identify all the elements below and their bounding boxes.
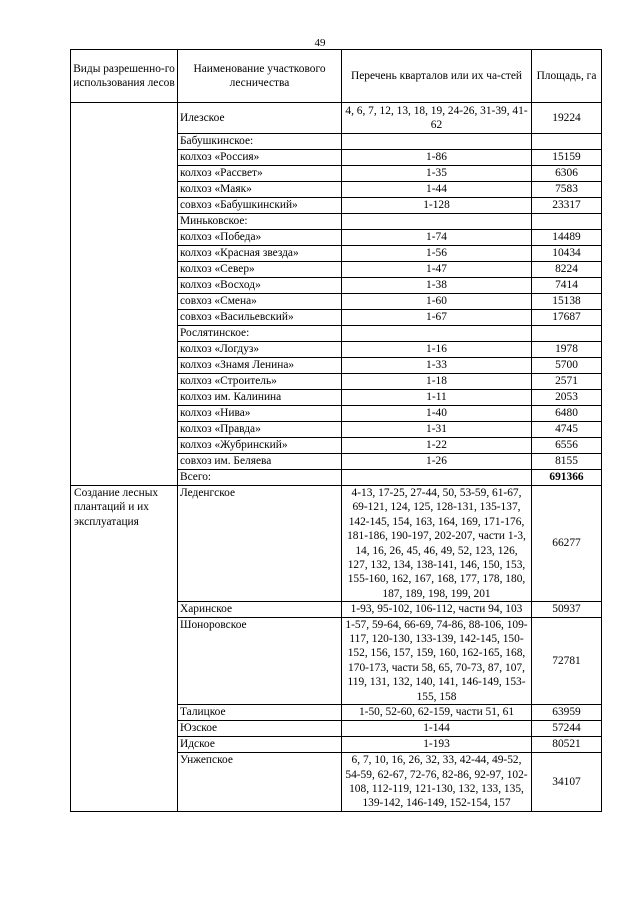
forestry-name: колхоз «Восход» (178, 278, 342, 294)
area-value: 63959 (532, 705, 602, 721)
quarters-list: 1-193 (342, 737, 532, 753)
area-value: 7583 (532, 182, 602, 198)
forestry-name: совхоз им. Беляева (178, 454, 342, 470)
header-area: Площадь, га (532, 50, 602, 103)
forestry-name: колхоз «Строитель» (178, 374, 342, 390)
forestry-name: Харинское (178, 602, 342, 617)
forestry-name: Юзское (178, 721, 342, 737)
quarters-list: 1-57, 59-64, 66-69, 74-86, 88-106, 109-117, 120-130, 133-139, 142-145, 150-152, 156, 157, 159, 160, 162-165, 168, 170-173, части 58, 65, 70-73, 87, 107, 119, 131, 132, 140, 141, 146-149, 153-155, 158 (342, 617, 532, 704)
area-value: 17687 (532, 310, 602, 326)
quarters-list: 6, 7, 10, 16, 26, 32, 33, 42-44, 49-52, 54-59, 62-67, 72-76, 82-86, 92-97, 102-108, 112-119, 121-130, 132, 133, 135, 139-142, 146-149, 152-154, 157 (342, 753, 532, 812)
quarters-list: 1-44 (342, 182, 532, 198)
area-value: 5700 (532, 358, 602, 374)
use-type-cell (71, 103, 178, 486)
area-value: 6480 (532, 406, 602, 422)
quarters-list: 1-67 (342, 310, 532, 326)
area-value: 1978 (532, 342, 602, 358)
forestry-name: колхоз «Рассвет» (178, 166, 342, 182)
forestry-name: колхоз «Север» (178, 262, 342, 278)
quarters-list: 1-40 (342, 406, 532, 422)
header-use-type: Виды разрешенно-го использования лесов (71, 50, 178, 103)
forestry-name: колхоз «Правда» (178, 422, 342, 438)
forestry-name: Леденгское (178, 486, 342, 602)
area-value: 2053 (532, 390, 602, 406)
forestry-name: совхоз «Бабушкинский» (178, 198, 342, 214)
quarters-list: 1-35 (342, 166, 532, 182)
area-value: 15138 (532, 294, 602, 310)
area-value: 8224 (532, 262, 602, 278)
forestry-name: колхоз «Победа» (178, 230, 342, 246)
quarters-list: 1-60 (342, 294, 532, 310)
page-number: 49 (314, 37, 326, 49)
area-value: 6556 (532, 438, 602, 454)
quarters-list: 1-18 (342, 374, 532, 390)
area-value: 80521 (532, 737, 602, 753)
quarters-list: 1-22 (342, 438, 532, 454)
use-type-cell: Создание лесных плантаций и их эксплуатация (71, 486, 178, 812)
area-value: 72781 (532, 617, 602, 704)
forestry-name: колхоз «Россия» (178, 150, 342, 166)
quarters-list: 4-13, 17-25, 27-44, 50, 53-59, 61-67, 69-121, 124, 125, 128-131, 135-137, 142-145, 154, 163, 164, 169, 171-176, 181-186, 190-197, 202-207, части 1-3, 14, 16, 26, 45, 46, 49, 52, 123, 126, 127, 132, 134, 138-141, 146, 150, 153, 155-160, 162, 167, 168, 177, 178, 180, 187, 189, 198, 199, 201 (342, 486, 532, 602)
area-value: 2571 (532, 374, 602, 390)
area-value: 23317 (532, 198, 602, 214)
quarters-list: 1-74 (342, 230, 532, 246)
header-quarters: Перечень кварталов или их ча-стей (342, 50, 532, 103)
subgroup-header: Миньковское: (178, 214, 342, 230)
quarters-list: 4, 6, 7, 12, 13, 18, 19, 24-26, 31-39, 41-62 (342, 103, 532, 134)
quarters-list: 1-38 (342, 278, 532, 294)
area-value: 7414 (532, 278, 602, 294)
table-row (71, 103, 602, 134)
forestry-name: Унжепское (178, 753, 342, 812)
area-value: 4745 (532, 422, 602, 438)
header-forestry-name: Наименование участкового лесничества (178, 50, 342, 103)
area-value: 57244 (532, 721, 602, 737)
forestry-name: совхоз «Васильевский» (178, 310, 342, 326)
forestry-name: совхоз «Смена» (178, 294, 342, 310)
forestry-name: колхоз «Знамя Ленина» (178, 358, 342, 374)
quarters-list: 1-86 (342, 150, 532, 166)
subgroup-header: Рослятинское: (178, 326, 342, 342)
quarters-list: 1-26 (342, 454, 532, 470)
forestry-name: колхоз «Маяк» (178, 182, 342, 198)
quarters-list: 1-11 (342, 390, 532, 406)
subgroup-header: Бабушкинское: (178, 134, 342, 150)
forestry-name: колхоз им. Калинина (178, 390, 342, 406)
total-label: Всего: (178, 470, 342, 486)
forestry-name: колхоз «Нива» (178, 406, 342, 422)
quarters-list: 1-47 (342, 262, 532, 278)
area-value: 50937 (532, 602, 602, 617)
area-value: 8155 (532, 454, 602, 470)
header-row (71, 50, 602, 103)
forestry-name: колхоз «Логдуз» (178, 342, 342, 358)
forestry-name: Илезское (178, 103, 342, 134)
quarters-list: 1-33 (342, 358, 532, 374)
forest-table (70, 49, 602, 812)
quarters-list: 1-144 (342, 721, 532, 737)
forestry-name: Шоноровское (178, 617, 342, 704)
area-value: 6306 (532, 166, 602, 182)
quarters-list: 1-16 (342, 342, 532, 358)
forestry-name: колхоз «Жубринский» (178, 438, 342, 454)
forestry-name: Идское (178, 737, 342, 753)
quarters-list: 1-93, 95-102, 106-112, части 94, 103 (342, 602, 532, 617)
quarters-list: 1-56 (342, 246, 532, 262)
area-value: 10434 (532, 246, 602, 262)
area-value: 66277 (532, 486, 602, 602)
area-value: 19224 (532, 103, 602, 134)
forestry-name: Талицкое (178, 705, 342, 721)
area-value: 15159 (532, 150, 602, 166)
total-area: 691366 (532, 470, 602, 486)
quarters-list: 1-50, 52-60, 62-159, части 51, 61 (342, 705, 532, 721)
area-value: 34107 (532, 753, 602, 812)
quarters-list: 1-128 (342, 198, 532, 214)
table-row (71, 486, 602, 602)
area-value: 14489 (532, 230, 602, 246)
quarters-list: 1-31 (342, 422, 532, 438)
forestry-name: колхоз «Красная звезда» (178, 246, 342, 262)
